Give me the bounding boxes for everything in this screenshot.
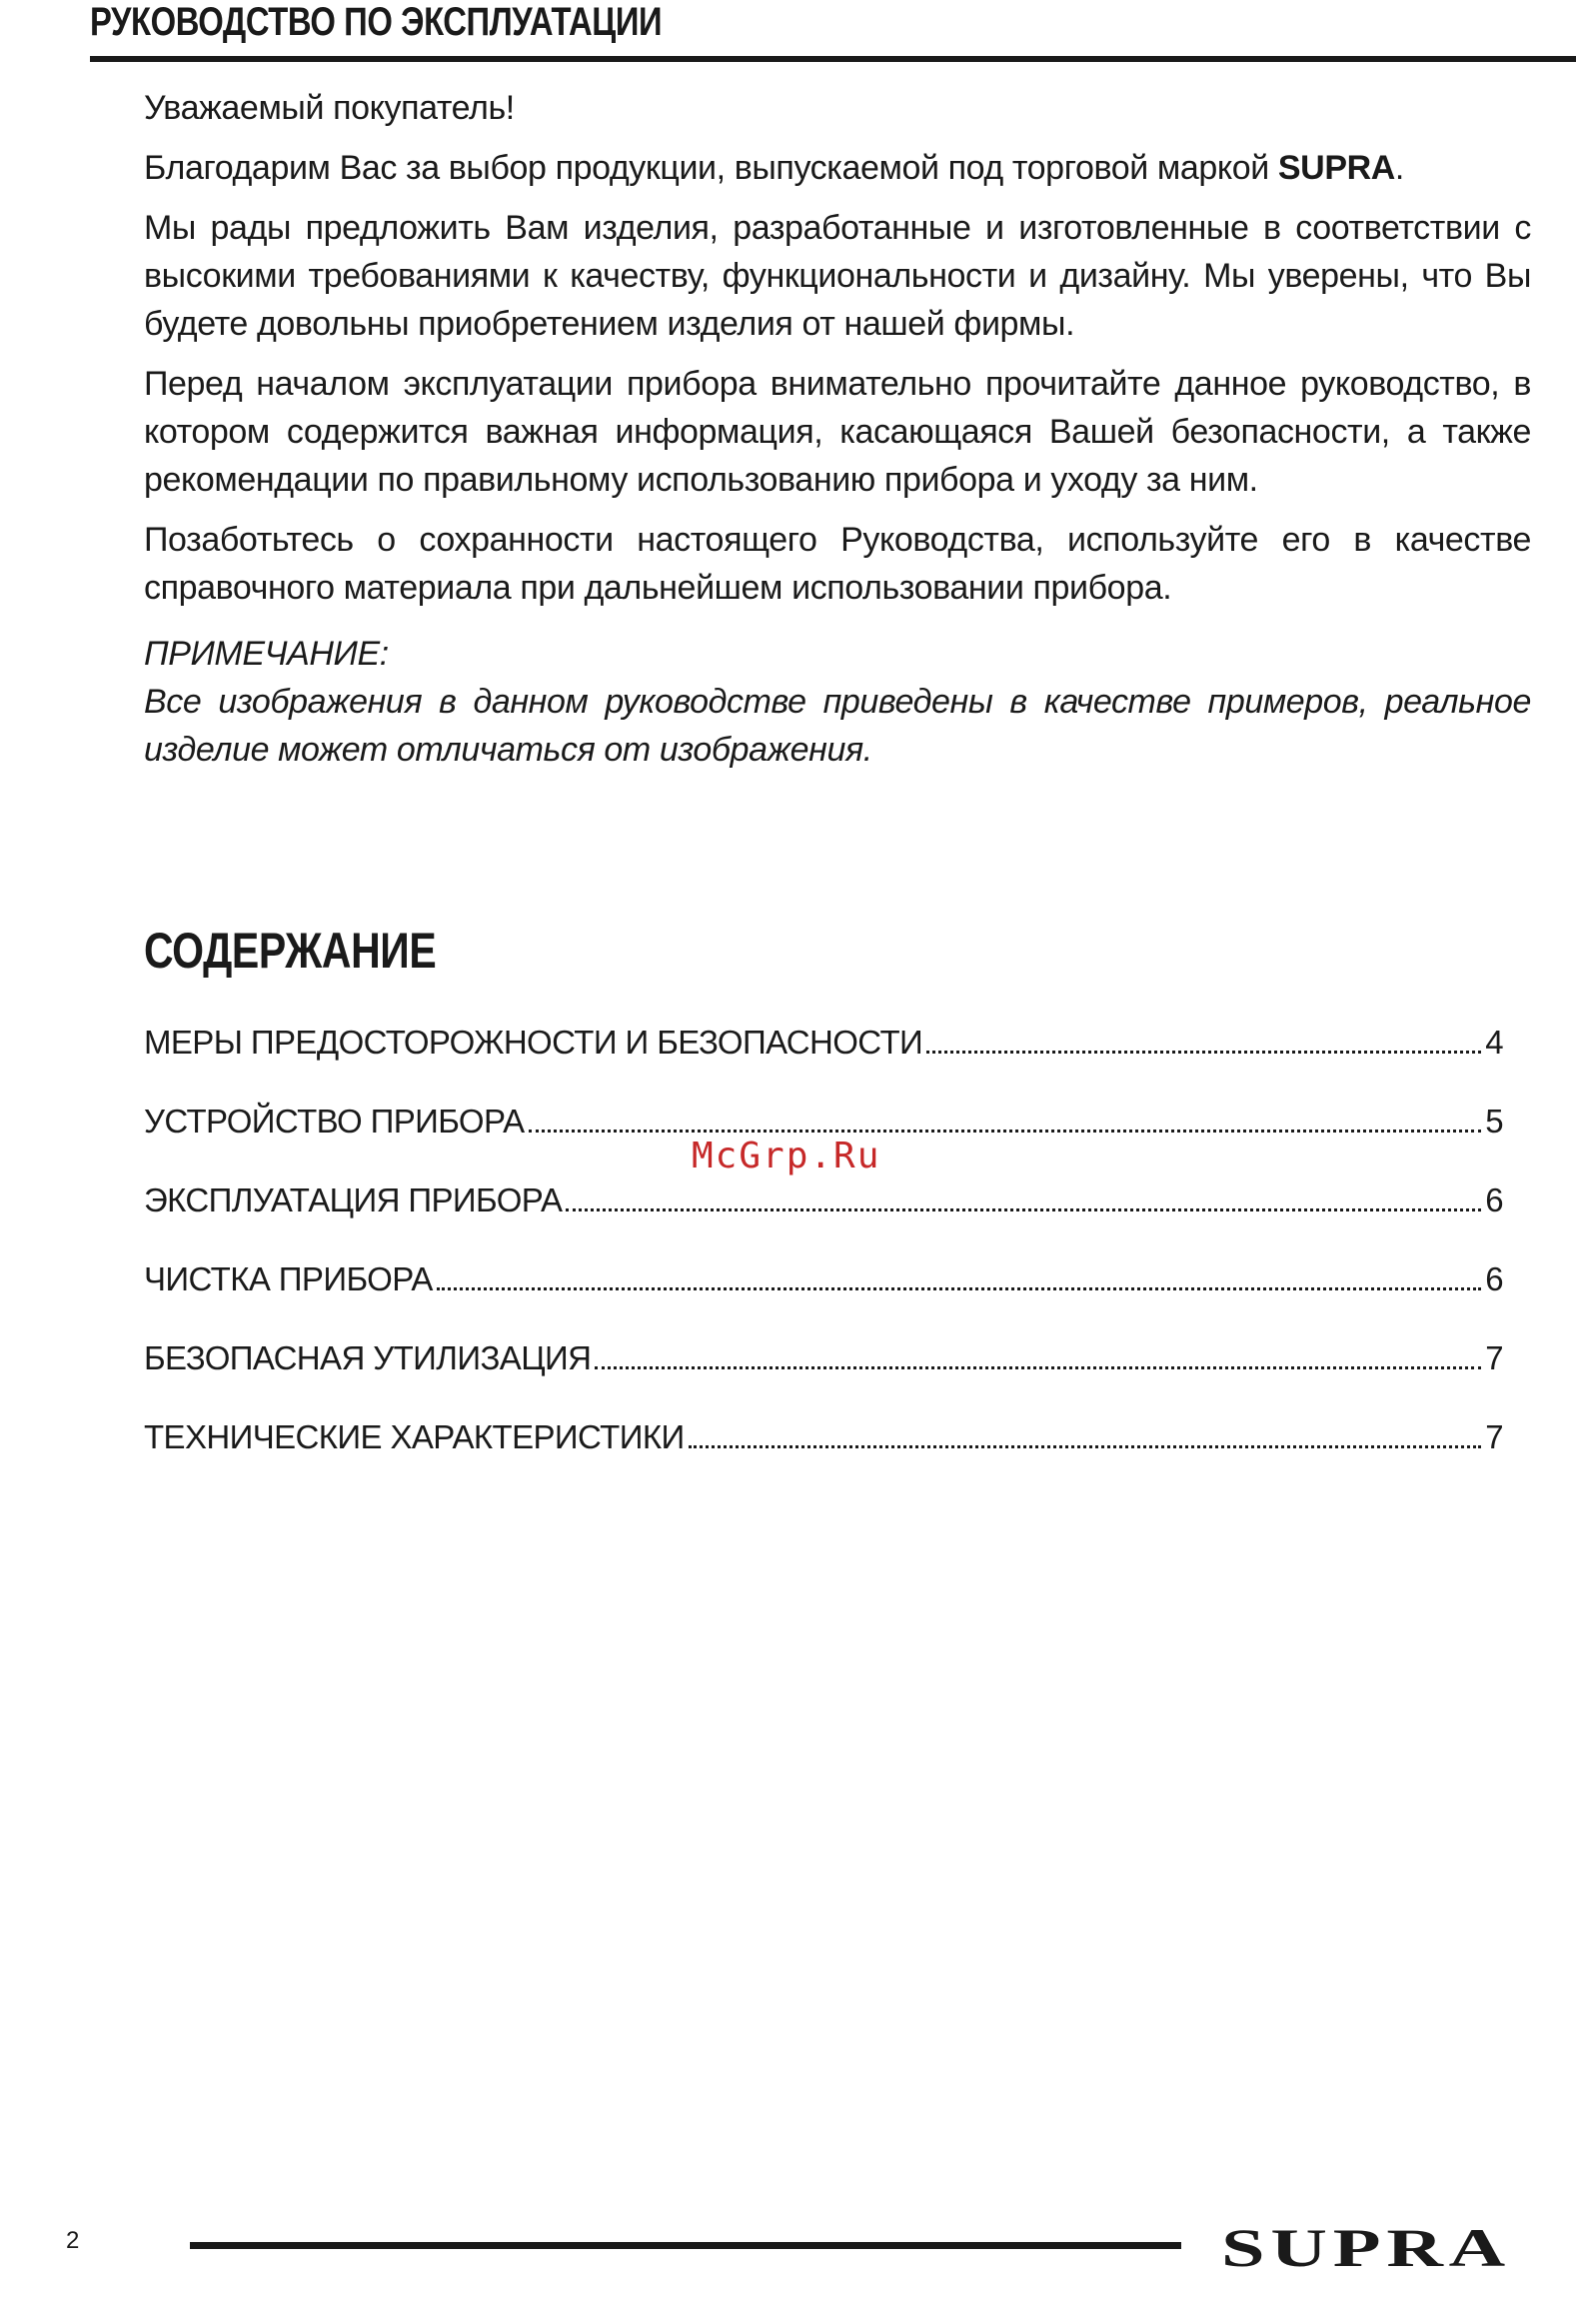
brand-name: SUPRA (1277, 149, 1395, 187)
toc-item-label: ТЕХНИЧЕСКИЕ ХАРАКТЕРИСТИКИ (144, 1418, 685, 1455)
toc-item[interactable] (144, 1181, 1503, 1260)
toc-item-label: УСТРОЙСТВО ПРИБОРА (144, 1103, 525, 1140)
toc-leader-dots (689, 1423, 1482, 1448)
toc-title: СОДЕРЖАНИЕ (144, 923, 437, 979)
note-text: Все изображения в данном руководстве приведены в качестве примеров, реальное изделие может отличаться от изображения. (144, 683, 1531, 769)
intro-paragraph-1: Мы рады предложить Вам изделия, разработанные и изготовленные в соответствии с высокими требованиями к качеству, функциональности и дизайну. Мы уверены, что Вы будете довольны приобретением изделия от нашей фирмы. (144, 209, 1531, 343)
footer-divider (190, 2242, 1181, 2249)
toc-item[interactable] (144, 1260, 1503, 1339)
toc-item-label: БЕЗОПАСНАЯ УТИЛИЗАЦИЯ (144, 1339, 592, 1376)
toc-item-label: ЭКСПЛУАТАЦИЯ ПРИБОРА (144, 1181, 563, 1218)
toc-leader-dots (437, 1265, 1481, 1290)
thanks-text: Благодарим Вас за выбор продукции, выпускаемой под торговой маркой (144, 149, 1278, 187)
toc-leader-dots (566, 1186, 1481, 1211)
thanks-end: . (1394, 149, 1404, 187)
toc-leader-dots (926, 1029, 1481, 1054)
toc-leader-dots (529, 1108, 1482, 1133)
toc-item-label: МЕРЫ ПРЕДОСТОРОЖНОСТИ И БЕЗОПАСНОСТИ (144, 1024, 923, 1061)
toc-item-page: 6 (1485, 1181, 1503, 1218)
toc-item-page: 4 (1485, 1024, 1503, 1061)
toc-item-label: ЧИСТКА ПРИБОРА (144, 1260, 433, 1297)
toc-item[interactable] (144, 1024, 1503, 1103)
header-divider (90, 56, 1576, 62)
page-number: 2 (66, 2227, 80, 2254)
toc-item[interactable] (144, 1418, 1503, 1497)
toc-item[interactable] (144, 1339, 1503, 1418)
toc-item-page: 5 (1485, 1103, 1503, 1140)
toc-leader-dots (595, 1344, 1481, 1369)
toc-item-page: 6 (1485, 1260, 1503, 1297)
intro-section (144, 84, 1531, 774)
toc-item-page: 7 (1485, 1339, 1503, 1376)
brand-logo: SUPRA (1221, 2218, 1512, 2278)
page-header-title: РУКОВОДСТВО ПО ЭКСПЛУАТАЦИИ (90, 0, 663, 44)
watermark: McGrp.Ru (692, 1136, 881, 1176)
thanks-paragraph (144, 144, 1531, 192)
intro-paragraph-3: Позаботьтесь о сохранности настоящего Руководства, используйте его в качестве справочного материала при дальнейшем использовании прибора. (144, 521, 1531, 607)
toc-item-page: 7 (1485, 1418, 1503, 1455)
intro-paragraph-2: Перед началом эксплуатации прибора внимательно прочитайте данное руководство, в котором содержится важная информация, касающаяся Вашей безопасности, а также рекомендации по правильному использованию прибора и уходу за ним. (144, 365, 1531, 499)
greeting: Уважаемый покупатель! (144, 89, 515, 127)
note-label: ПРИМЕЧАНИЕ: (144, 635, 389, 673)
table-of-contents (144, 1024, 1503, 1497)
